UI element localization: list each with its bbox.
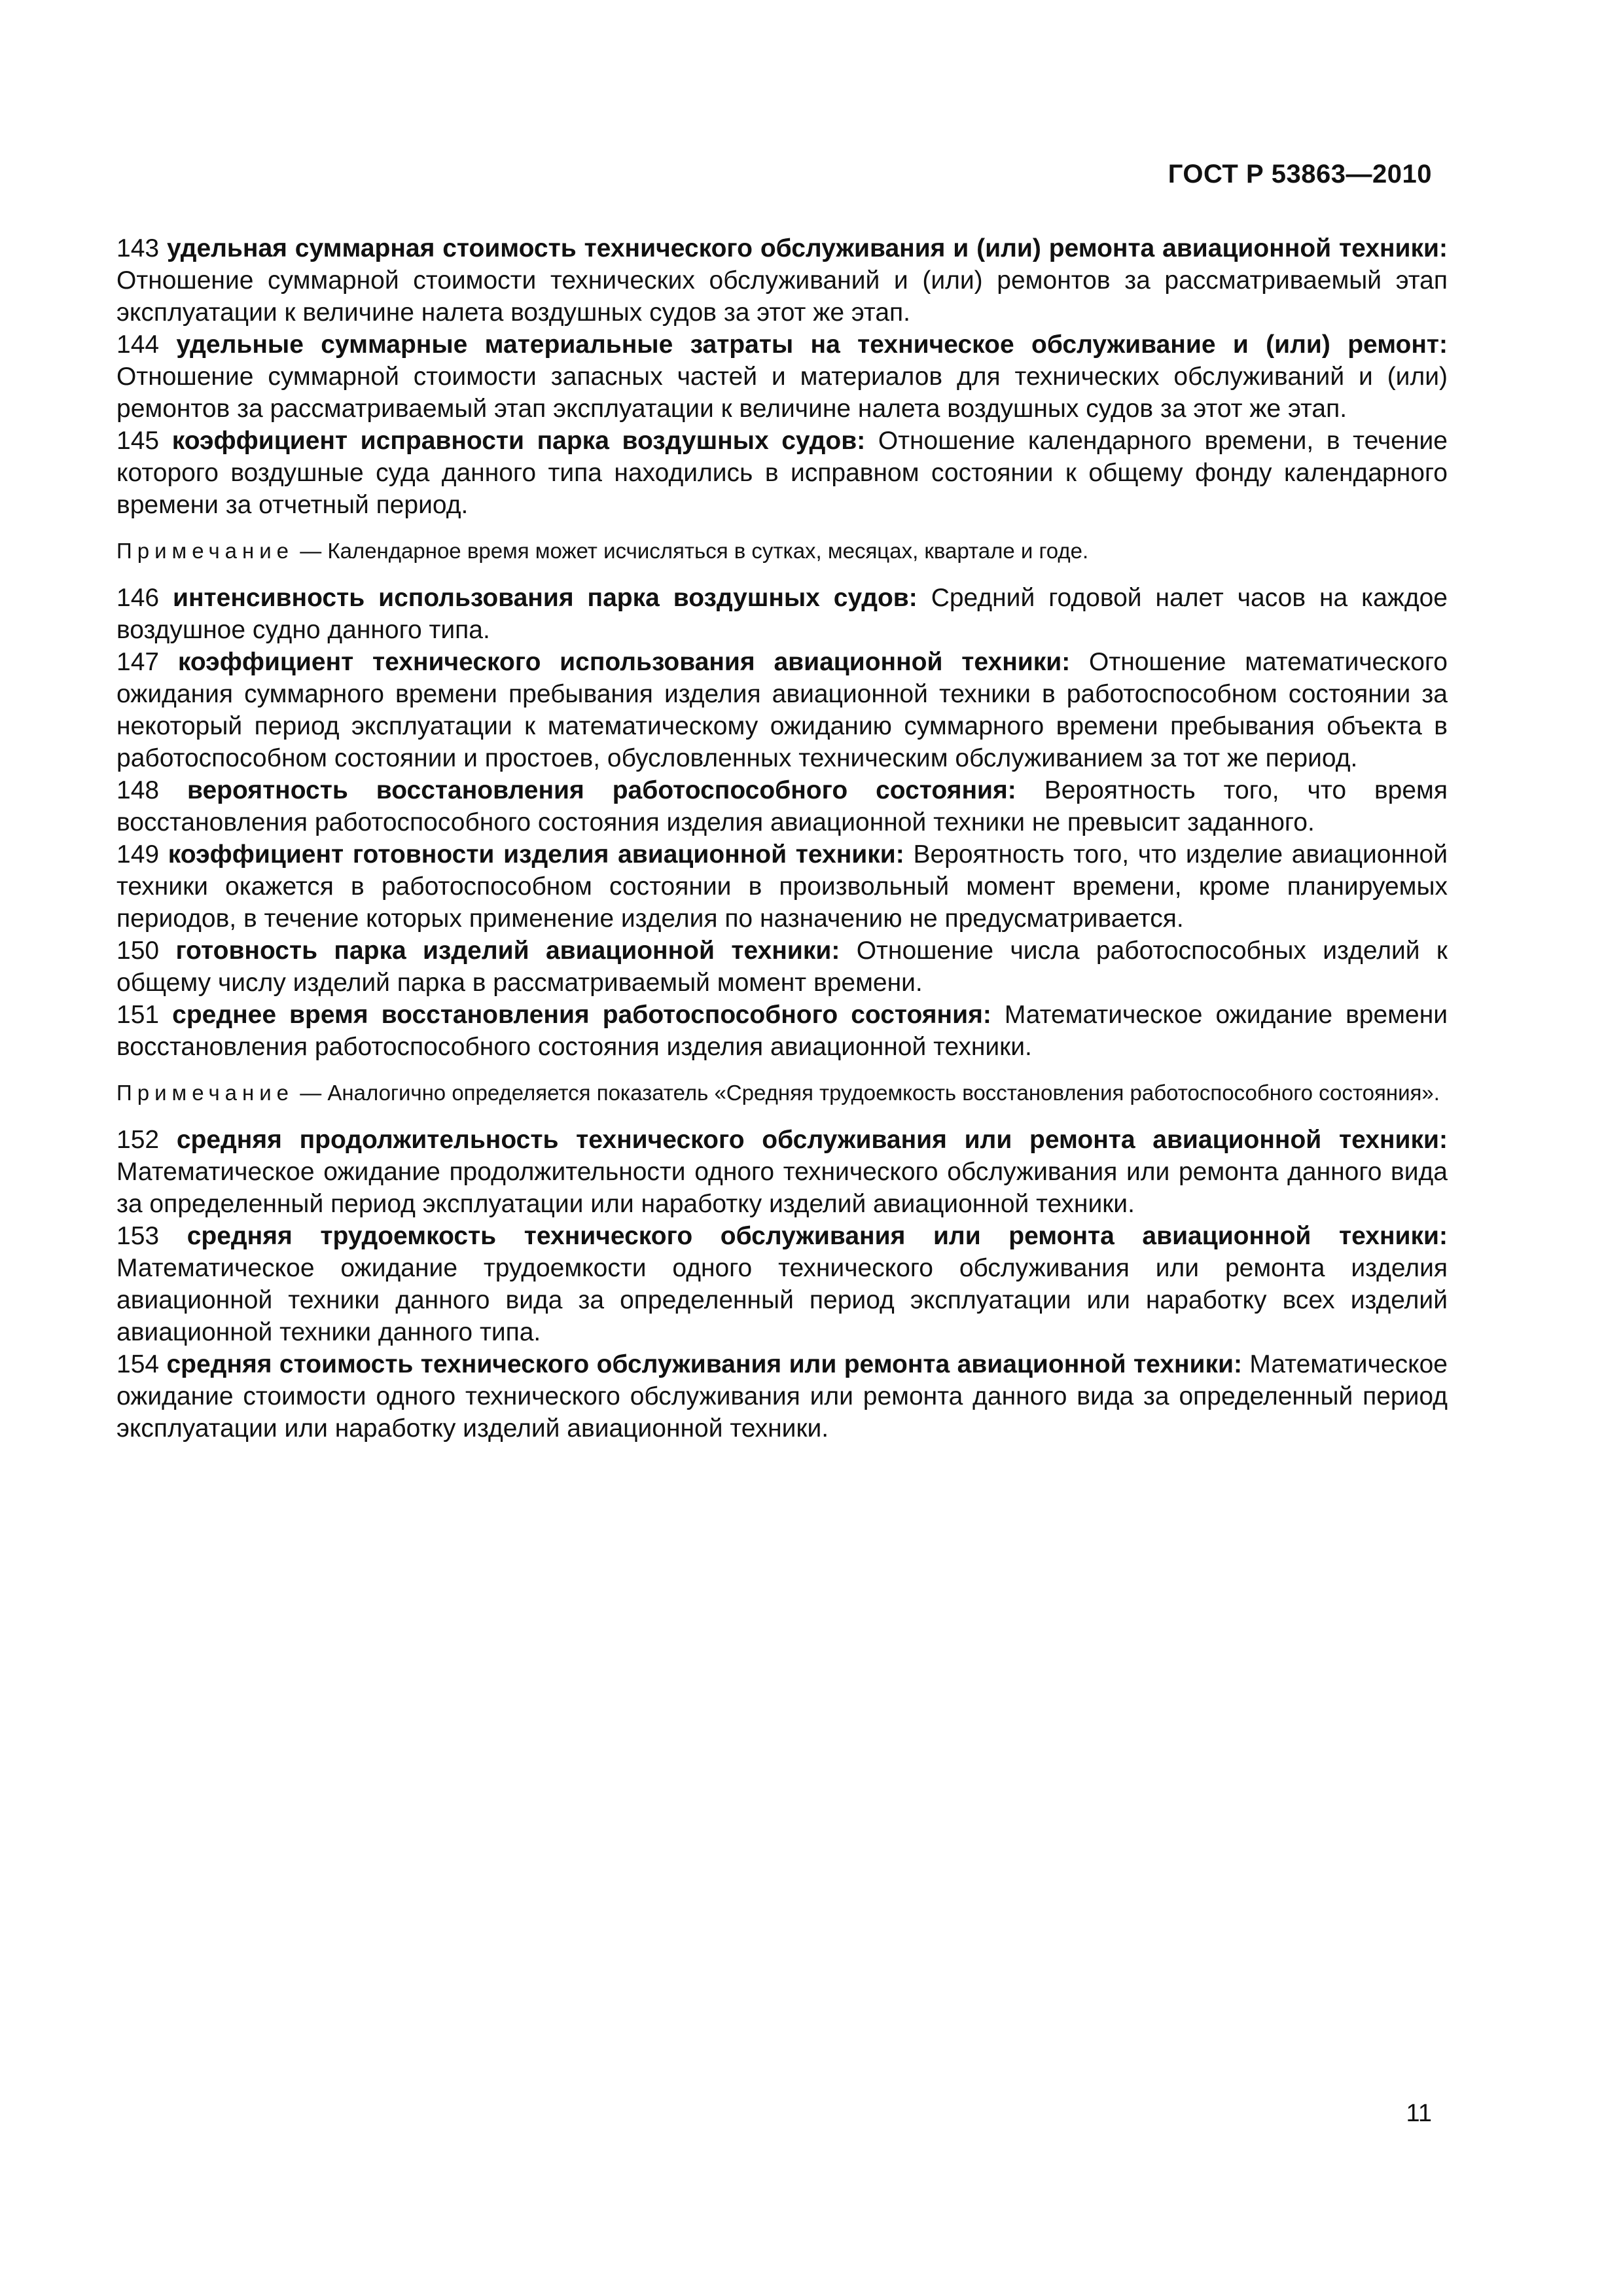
note-label: Примечание <box>116 539 294 563</box>
entry-definition: Отношение календарного времени, в течение которого воздушные суда данного типа находились в исправном состоянии к общему фонду календарного времени за отчетный период. <box>116 427 1448 519</box>
term-entry-153 <box>116 1220 1448 1348</box>
entry-number: 152 <box>116 1126 160 1154</box>
entry-term: коэффициент исправности парка воздушных судов: <box>171 427 866 455</box>
entry-term: средняя стоимость технического обслуживания или ремонта авиационной техники: <box>166 1350 1243 1378</box>
document-code: ГОСТ Р 53863—2010 <box>1168 160 1432 188</box>
note-label: Примечание <box>116 1081 294 1105</box>
entry-definition: Математическое ожидание продолжительности одного технического обслуживания или ремонта данного вида за определенный период эксплуатации или наработку изделий авиационной техники. <box>116 1158 1448 1218</box>
note-labor-intensity <box>116 1079 1448 1107</box>
entry-number: 148 <box>116 776 160 804</box>
note-text: — Аналогично определяется показатель «Средняя трудоемкость восстановления работоспособного состояния». <box>300 1081 1440 1105</box>
note-text: — Календарное время может исчисляться в сутках, месяцах, квартале и годе. <box>300 539 1089 563</box>
entry-number: 153 <box>116 1222 160 1250</box>
document-body <box>116 232 1448 1444</box>
entry-term: средняя трудоемкость технического обслуживания или ремонта авиационной техники: <box>187 1222 1448 1250</box>
entry-definition: Вероятность того, что время восстановления работоспособного состояния изделия авиационной техники не превысит заданного. <box>116 776 1448 836</box>
note-calendar-time <box>116 537 1448 565</box>
entry-number: 146 <box>116 584 160 612</box>
entry-term: вероятность восстановления работоспособного состояния: <box>187 776 1016 804</box>
page-number: 11 <box>1406 2100 1432 2127</box>
term-entry-151 <box>116 999 1448 1063</box>
term-entry-150 <box>116 935 1448 999</box>
entry-term: коэффициент готовности изделия авиационной техники: <box>168 840 904 869</box>
entry-definition: Математическое ожидание трудоемкости одного технического обслуживания или ремонта изделия авиационной техники данного вида за определенный период эксплуатации или наработку всех изделий авиационной техники данного типа. <box>116 1254 1448 1346</box>
entry-number: 143 <box>116 234 160 262</box>
term-entry-148 <box>116 774 1448 838</box>
entry-term: средняя продолжительность технического обслуживания или ремонта авиационной техники: <box>176 1126 1448 1154</box>
entry-number: 147 <box>116 648 160 676</box>
term-entry-152 <box>116 1124 1448 1220</box>
entry-term: коэффициент технического использования авиационной техники: <box>177 648 1071 676</box>
term-entry-147 <box>116 646 1448 774</box>
entry-definition: Отношение математического ожидания суммарного времени пребывания изделия авиационной техники в работоспособном состоянии за некоторый период эксплуатации к математическому ожиданию суммарного времени пребывания объекта в работоспособном состоянии и простоев, обусловленных техническим обслуживанием за тот же период. <box>116 648 1448 772</box>
term-entry-154 <box>116 1348 1448 1444</box>
entry-term: интенсивность использования парка воздушных судов: <box>173 584 918 612</box>
entry-term: среднее время восстановления работоспособного состояния: <box>172 1001 991 1029</box>
entry-number: 144 <box>116 331 160 359</box>
entry-number: 145 <box>116 427 160 455</box>
term-entry-145 <box>116 425 1448 521</box>
entry-definition: Отношение суммарной стоимости запасных частей и материалов для технических обслуживаний и (или) ремонтов за рассматриваемый этап эксплуатации к величине налета воздушных судов за этот же этап. <box>116 363 1448 423</box>
entry-number: 151 <box>116 1001 160 1029</box>
term-entry-149 <box>116 838 1448 935</box>
entry-term: удельная суммарная стоимость технического обслуживания и (или) ремонта авиационной техники: <box>166 234 1448 262</box>
entry-definition: Отношение суммарной стоимости технических обслуживаний и (или) ремонтов за рассматриваемый этап эксплуатации к величине налета воздушных судов за этот же этап. <box>116 266 1448 327</box>
entry-term: удельные суммарные материальные затраты на техническое обслуживание и (или) ремонт: <box>176 331 1448 359</box>
term-entry-146 <box>116 582 1448 646</box>
entry-term: готовность парка изделий авиационной техники: <box>175 937 840 965</box>
entry-definition: Средний годовой налет часов на каждое воздушное судно данного типа. <box>116 584 1448 644</box>
term-entry-144 <box>116 329 1448 425</box>
entry-definition: Отношение числа работоспособных изделий к общему числу изделий парка в рассматриваемый момент времени. <box>116 937 1448 997</box>
entry-number: 150 <box>116 937 160 965</box>
entry-definition: Вероятность того, что изделие авиационной техники окажется в работоспособном состоянии в произвольный момент времени, кроме планируемых периодов, в течение которых применение изделия по назначению не предусматривается. <box>116 840 1448 933</box>
entry-number: 149 <box>116 840 160 869</box>
entry-definition: Математическое ожидание времени восстановления работоспособного состояния изделия авиационной техники. <box>116 1001 1448 1061</box>
term-entry-143 <box>116 232 1448 329</box>
entry-definition: Математическое ожидание стоимости одного технического обслуживания или ремонта данного вида за определенный период эксплуатации или наработку изделий авиационной техники. <box>116 1350 1448 1443</box>
entry-number: 154 <box>116 1350 160 1378</box>
